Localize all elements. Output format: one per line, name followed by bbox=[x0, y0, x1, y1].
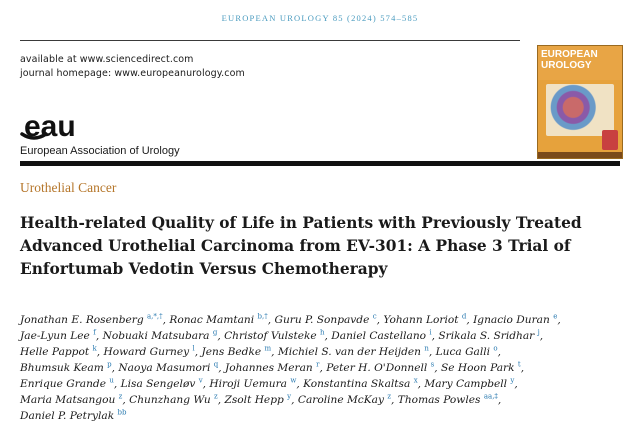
cover-illustration bbox=[546, 84, 614, 136]
journal-homepage-line: journal homepage: www.europeanurology.com bbox=[20, 68, 245, 79]
author-affiliation-marker[interactable]: g bbox=[212, 328, 218, 337]
author-affiliation-marker[interactable]: z bbox=[118, 392, 123, 401]
logo-organization-name: European Association of Urology bbox=[20, 145, 180, 157]
author-name[interactable]: Johannes Meran bbox=[224, 362, 313, 374]
article-section: Urothelial Cancer bbox=[20, 180, 117, 195]
author-name[interactable]: Christof Vulsteke bbox=[224, 330, 317, 342]
author-name[interactable]: Daniel P. Petrylak bbox=[20, 410, 115, 422]
author-name[interactable]: Jae-Lyun Lee bbox=[20, 330, 90, 342]
author-name[interactable]: Guru P. Sonpavde bbox=[274, 314, 370, 326]
author-affiliation-marker[interactable]: b,† bbox=[257, 312, 268, 321]
author-affiliation-marker[interactable]: p bbox=[107, 360, 112, 369]
author-list bbox=[20, 312, 630, 424]
author-name[interactable]: Maria Matsangou bbox=[20, 394, 116, 406]
author-name[interactable]: Howard Gurney bbox=[103, 346, 190, 358]
cover-title bbox=[541, 50, 598, 71]
author-name[interactable]: Bhumsuk Keam bbox=[20, 362, 104, 374]
author-affiliation-marker[interactable]: v bbox=[198, 376, 203, 385]
author-name[interactable]: Mary Campbell bbox=[424, 378, 508, 390]
author-affiliation-marker[interactable]: bb bbox=[117, 408, 127, 417]
logo-mark-text: eau bbox=[24, 112, 76, 142]
author-name[interactable]: Daniel Castellano bbox=[331, 330, 427, 342]
author-line: Jae-Lyun Lee $^f$, Nobuaki Matsubara $^g$, Christof Vulsteke $^h$, Daniel Castellano $^i$, Srikala S. Sridhar $^j$, bbox=[20, 328, 544, 342]
author-affiliation-marker[interactable]: z bbox=[387, 392, 392, 401]
author-affiliation-marker[interactable]: u bbox=[109, 376, 114, 385]
author-name[interactable]: Lisa Sengeløv bbox=[120, 378, 196, 390]
author-affiliation-marker[interactable]: q bbox=[213, 360, 219, 369]
author-name[interactable]: Helle Pappot bbox=[20, 346, 90, 358]
author-affiliation-marker[interactable]: k bbox=[92, 344, 97, 353]
author-affiliation-marker[interactable]: h bbox=[320, 328, 325, 337]
author-affiliation-marker[interactable]: j bbox=[537, 328, 540, 337]
author-line: Helle Pappot $^k$, Howard Gurney $^l$, Jens Bedke $^m$, Michiel S. van der Heijden $^n$, Luca Galli $^o$, bbox=[20, 344, 501, 358]
section-divider bbox=[20, 161, 620, 166]
author-affiliation-marker[interactable]: d bbox=[461, 312, 467, 321]
author-name[interactable]: Luca Galli bbox=[435, 346, 491, 358]
author-line: Enrique Grande $^u$, Lisa Sengeløv $^v$, Hiroji Uemura $^w$, Konstantina Skaltsa $^x$, Mary Campbell $^y$, bbox=[20, 376, 518, 390]
author-affiliation-marker[interactable]: r bbox=[316, 360, 320, 369]
journal-reference: EUROPEAN UROLOGY 85 (2024) 574–585 bbox=[221, 13, 419, 23]
author-line: Maria Matsangou $^z$, Chunzhang Wu $^z$, Zsolt Hepp $^y$, Caroline McKay $^z$, Thomas Powles $^{aa,\ddagger}$, bbox=[20, 392, 502, 406]
author-name[interactable]: Jens Bedke bbox=[201, 346, 262, 358]
author-name[interactable]: Jonathan E. Rosenberg bbox=[20, 314, 144, 326]
author-affiliation-marker[interactable]: y bbox=[287, 392, 292, 401]
article-title-line: Health-related Quality of Life in Patients with Previously Treated bbox=[20, 214, 582, 232]
author-affiliation-marker[interactable]: x bbox=[413, 376, 418, 385]
author-affiliation-marker[interactable]: y bbox=[510, 376, 515, 385]
cover-title-line1: EUROPEAN bbox=[541, 49, 598, 60]
author-name[interactable]: Peter H. O'Donnell bbox=[326, 362, 428, 374]
author-affiliation-marker[interactable]: m bbox=[264, 344, 272, 353]
author-name[interactable]: Chunzhang Wu bbox=[129, 394, 211, 406]
author-line: Bhumsuk Keam $^p$, Naoya Masumori $^q$, Johannes Meran $^r$, Peter H. O'Donnell $^s$, Se Hoon Park $^t$, bbox=[20, 360, 525, 374]
author-name[interactable]: Ronac Mamtani bbox=[169, 314, 255, 326]
author-name[interactable]: Zsolt Hepp bbox=[224, 394, 284, 406]
author-affiliation-marker[interactable]: a,*,† bbox=[146, 312, 163, 321]
author-name[interactable]: Hiroji Uemura bbox=[209, 378, 287, 390]
header-rule bbox=[20, 40, 520, 41]
author-name[interactable]: Ignacio Duran bbox=[473, 314, 550, 326]
author-affiliation-marker[interactable]: n bbox=[424, 344, 429, 353]
author-affiliation-marker[interactable]: e bbox=[553, 312, 558, 321]
author-name[interactable]: Srikala S. Sridhar bbox=[438, 330, 535, 342]
author-line bbox=[20, 408, 630, 424]
eau-logo bbox=[20, 112, 102, 142]
author-affiliation-marker[interactable]: w bbox=[290, 376, 297, 385]
availability-line: available at www.sciencedirect.com bbox=[20, 54, 194, 65]
author-name[interactable]: Yohann Loriot bbox=[383, 314, 459, 326]
cover-bottom-band bbox=[538, 152, 622, 158]
author-affiliation-marker[interactable]: z bbox=[214, 392, 218, 401]
cover-badge bbox=[602, 130, 618, 150]
author-affiliation-marker[interactable]: t bbox=[517, 360, 521, 369]
author-name[interactable]: Konstantina Skaltsa bbox=[303, 378, 411, 390]
author-name[interactable]: Naoya Masumori bbox=[118, 362, 211, 374]
article-title bbox=[20, 212, 620, 281]
author-affiliation-marker[interactable]: s bbox=[430, 360, 435, 369]
author-affiliation-marker[interactable]: l bbox=[192, 344, 195, 353]
article-title-line: Advanced Urothelial Carcinoma from EV-301: A Phase 3 Trial of bbox=[20, 237, 571, 255]
cover-title-line2: UROLOGY bbox=[541, 60, 592, 71]
author-name[interactable]: Thomas Powles bbox=[397, 394, 481, 406]
article-title-line: Enfortumab Vedotin Versus Chemotherapy bbox=[20, 260, 388, 278]
author-name[interactable]: Enrique Grande bbox=[20, 378, 106, 390]
author-name[interactable]: Se Hoon Park bbox=[440, 362, 515, 374]
author-line: Jonathan E. Rosenberg $^{a,*,\dagger}$, Ronac Mamtani $^{b,\dagger}$, Guru P. Sonpavde $^c$, Yohann Loriot $^d$, Ignacio Duran $^e$, bbox=[20, 312, 561, 326]
author-affiliation-marker[interactable]: f bbox=[93, 328, 96, 337]
author-name[interactable]: Caroline McKay bbox=[297, 394, 384, 406]
author-affiliation-marker[interactable]: aa,‡ bbox=[483, 392, 498, 401]
author-affiliation-marker[interactable]: c bbox=[372, 312, 377, 321]
author-name[interactable]: Nobuaki Matsubara bbox=[102, 330, 210, 342]
author-affiliation-marker[interactable]: o bbox=[493, 344, 498, 353]
author-name[interactable]: Michiel S. van der Heijden bbox=[277, 346, 421, 358]
author-affiliation-marker[interactable]: i bbox=[429, 328, 432, 337]
journal-cover-thumbnail[interactable] bbox=[537, 45, 623, 159]
